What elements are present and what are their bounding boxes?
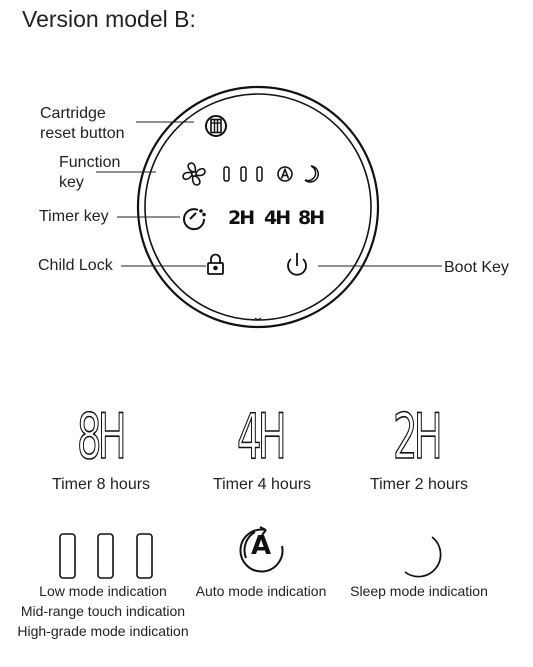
- speed-bar-high: [257, 167, 262, 181]
- cartridge-reset-icon[interactable]: [206, 116, 226, 136]
- caption-mode-low: Low mode indication: [39, 583, 167, 599]
- legend-glyph-2h: 2H: [393, 400, 439, 473]
- page-title: Version model B:: [22, 6, 196, 32]
- legend-bar-mid: [98, 534, 113, 578]
- label-child-lock: Child Lock: [38, 257, 113, 274]
- caption-timer-4h: Timer 4 hours: [212, 476, 312, 493]
- legend-moon-icon: [405, 537, 441, 577]
- caption-timer-2h: Timer 2 hours: [369, 476, 469, 493]
- label-timer-key: Timer key: [39, 208, 109, 225]
- fan-icon[interactable]: [183, 163, 205, 185]
- caption-auto-mode: Auto mode indication: [195, 583, 327, 599]
- caption-sleep-mode: Sleep mode indication: [350, 583, 488, 599]
- moon-icon: [305, 166, 318, 182]
- timer-option-4h[interactable]: 4H: [264, 207, 290, 229]
- legend-bar-low: [60, 534, 75, 578]
- speed-bar-low: [224, 167, 229, 181]
- label-cartridge-line1: Cartridge: [40, 105, 106, 122]
- timer-option-8h[interactable]: 8H: [298, 207, 324, 229]
- caption-mode-high: High-grade mode indication: [17, 623, 189, 639]
- power-icon[interactable]: [288, 253, 306, 275]
- timer-option-2h[interactable]: 2H: [228, 207, 254, 229]
- label-boot-key: Boot Key: [444, 259, 509, 276]
- label-function-line1: Function: [59, 154, 121, 171]
- legend-auto-letter: A: [251, 531, 272, 561]
- timer-icon[interactable]: [184, 209, 205, 229]
- label-function-line2: key: [59, 174, 84, 191]
- speed-bar-mid: [241, 167, 246, 181]
- auto-mode-icon: [278, 167, 292, 181]
- caption-mode-mid: Mid-range touch indication: [20, 603, 186, 619]
- label-cartridge-line2: reset button: [40, 125, 125, 142]
- legend-bar-high: [137, 534, 152, 578]
- legend-glyph-8h: 8H: [77, 400, 123, 473]
- lock-icon[interactable]: [208, 255, 223, 275]
- panel-notch: [255, 318, 261, 320]
- panel-inner-ring: [145, 94, 371, 320]
- panel-outer-ring: [138, 87, 378, 327]
- legend-glyph-4h: 4H: [237, 400, 283, 473]
- caption-timer-8h: Timer 8 hours: [51, 476, 151, 493]
